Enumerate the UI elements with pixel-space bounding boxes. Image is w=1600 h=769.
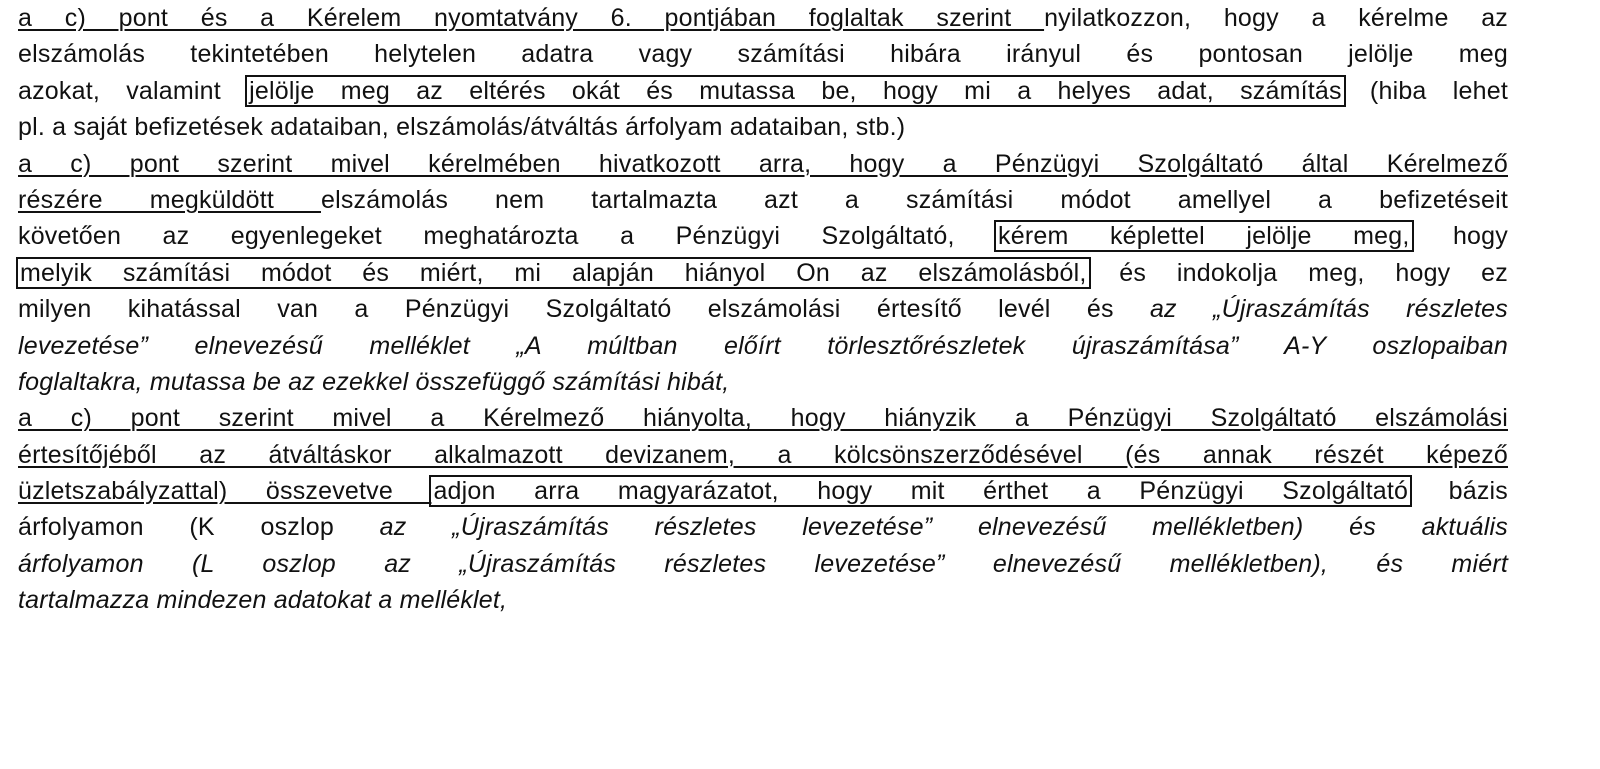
text-segment: pl. a saját befizetések adataiban, elszámolás/átváltás árfolyam adataiban, stb.) <box>18 113 906 142</box>
underlined-text: részére megküldött <box>18 185 321 214</box>
text-line <box>18 146 1508 182</box>
text-segment: azokat, valamint <box>18 76 248 105</box>
text-segment: nyilatkozzon, hogy a kérelme az <box>1044 4 1508 32</box>
text-line <box>18 509 1508 545</box>
text-line <box>18 109 1508 145</box>
text-segment: milyen kihatással van a Pénzügyi Szolgáltató elszámolási értesítő levél és <box>18 295 1150 324</box>
text-line <box>18 73 1508 109</box>
text-line <box>18 473 1508 509</box>
underlined-text: üzletszabályzattal) összevetve <box>18 477 432 506</box>
italic-text: tartalmazza mindezen adatokat a melléklet, <box>18 586 508 615</box>
text-line <box>18 364 1508 400</box>
text-line <box>18 182 1508 218</box>
text-segment: és indokolja meg, hogy ez <box>1088 258 1508 287</box>
text-segment: elszámolás nem tartalmazta azt a számítási módot amellyel a befizetéseit <box>320 185 1508 214</box>
boxed-text: kérem képlettel jelölje meg, <box>998 222 1410 251</box>
text-line <box>18 255 1508 291</box>
italic-text: foglaltakra, mutassa be az ezekkel összefüggő számítási hibát, <box>18 367 730 396</box>
text-line <box>18 582 1508 618</box>
boxed-text: jelölje meg az eltérés okát és mutassa be, hogy mi a helyes adat, számítás <box>249 76 1342 105</box>
text-line <box>18 36 1508 72</box>
text-segment: a c) pont és a Kérelem nyomtatvány 6. pontjában foglaltak szerint <box>18 4 1045 32</box>
text-line <box>18 400 1508 436</box>
text-segment: árfolyamon (K oszlop <box>18 513 380 542</box>
text-segment: hogy <box>1411 222 1508 251</box>
italic-text: az „Újraszámítás részletes levezetése” elnevezésű mellékletben) és aktuális <box>379 513 1508 542</box>
underlined-text: a c) pont szerint mivel a Kérelmező hiányolta, hogy hiányzik a Pénzügyi Szolgáltató elszámolási <box>18 404 1508 433</box>
text-line <box>18 437 1508 473</box>
text-line <box>18 291 1508 327</box>
italic-text: árfolyamon (L oszlop az „Újraszámítás részletes levezetése” elnevezésű mellékletben), és miért <box>18 549 1508 578</box>
underlined-text: értesítőjéből az átváltáskor alkalmazott devizanem, a kölcsönszerződésével (és annak részét képező <box>18 440 1508 469</box>
text-segment: bázis <box>1410 477 1508 506</box>
text-line <box>18 328 1508 364</box>
boxed-text: melyik számítási módot és miért, mi alapján hiányol On az elszámolásból, <box>20 258 1087 287</box>
text-segment: (hiba lehet <box>1343 76 1508 105</box>
text-line <box>18 0 1508 36</box>
text-segment: elszámolás tekintetében helytelen adatra vagy számítási hibára irányul és pontosan jelölje meg <box>18 40 1508 69</box>
text-line <box>18 218 1508 254</box>
boxed-text: adjon arra magyarázatot, hogy mit érthet a Pénzügyi Szolgáltató <box>433 477 1409 506</box>
italic-text: az „Újraszámítás részletes <box>1149 295 1508 324</box>
underlined-text: a c) pont szerint mivel kérelmében hivatkozott arra, hogy a Pénzügyi Szolgáltató által Kérelmező <box>18 149 1508 178</box>
text-line <box>18 546 1508 582</box>
document-page <box>18 0 1508 619</box>
text-segment: követően az egyenlegeket meghatározta a Pénzügyi Szolgáltató, <box>18 222 997 251</box>
italic-text: levezetése” elnevezésű melléklet „A múltban előírt törlesztőrészletek újraszámítása” A-Y oszlopaiban <box>18 331 1508 360</box>
